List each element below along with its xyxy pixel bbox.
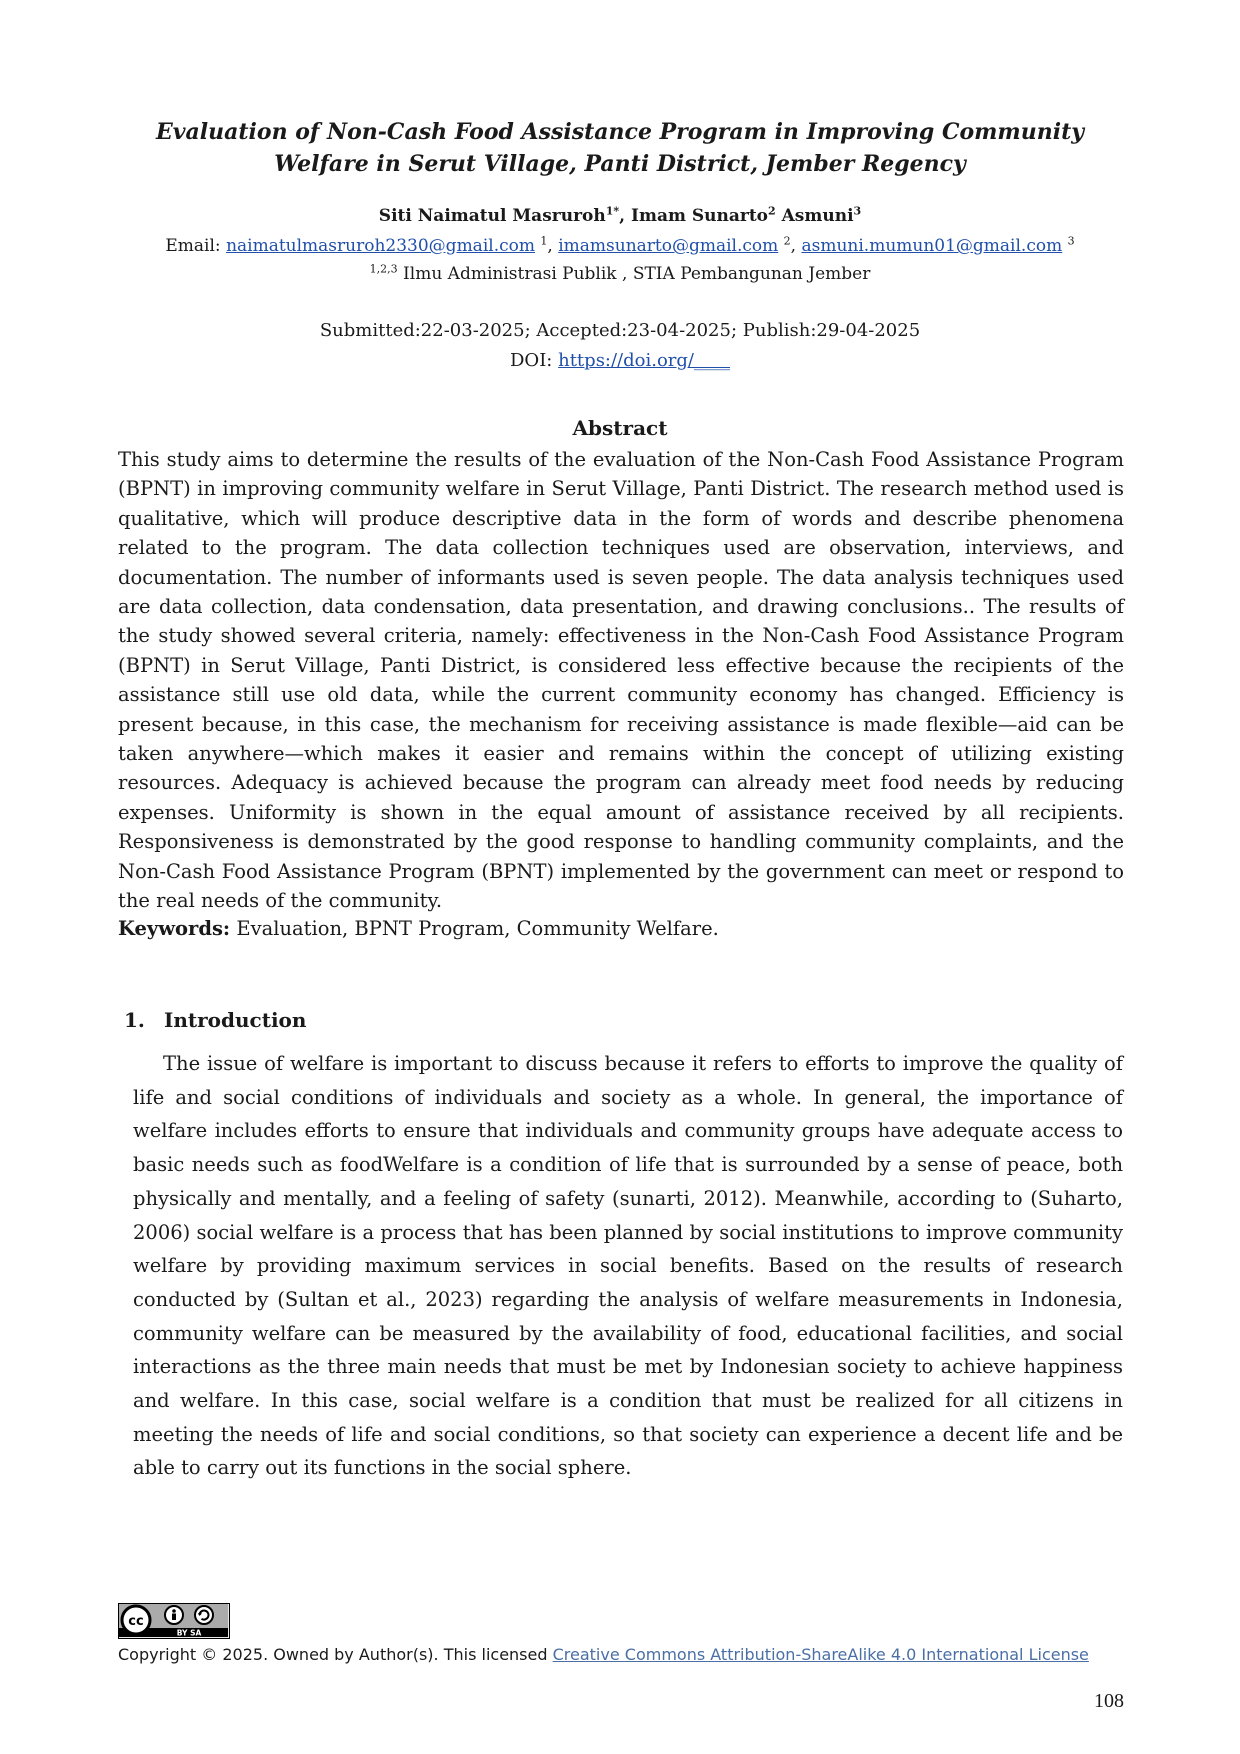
keywords-text: Evaluation, BPNT Program, Community Welfare. <box>236 917 719 940</box>
cc-by-sa-license-badge[interactable] <box>118 1603 230 1639</box>
license-link[interactable]: Creative Commons Attribution-ShareAlike 4.0 International License <box>552 1645 1089 1664</box>
email-label: Email: <box>165 236 221 256</box>
abstract-body: This study aims to determine the results of the evaluation of the Non-Cash Food Assistance Program (BPNT) in improving community welfare in Serut Village, Panti District. The research method used is qualitative, which will produce descriptive data in the form of words and describe phenomena related to the program. The data collection techniques used are observation, interviews, and documentation. The number of informants used is seven people. The data analysis techniques used are data collection, data condensation, data presentation, and drawing conclusions.. The results of the study showed several criteria, namely: effectiveness in the Non-Cash Food Assistance Program (BPNT) in Serut Village, Panti District, is considered less effective because the recipients of the assistance still use old data, while the current community economy has changed. Efficiency is present because, in this case, the mechanism for receiving assistance is made flexible—aid can be taken anywhere—which makes it easier and remains within the concept of utilizing existing resources. Adequacy is achieved because the program can already meet food needs by reducing expenses. Uniformity is shown in the equal amount of assistance received by all recipients. Responsiveness is demonstrated by the good response to handling community complaints, and the Non-Cash Food Assistance Program (BPNT) implemented by the government can meet or respond to the real needs of the community. <box>118 448 1124 913</box>
email-line: Email: naimatulmasruroh2330@gmail.com $^1$, imamsunarto@gmail.com $^2$, asmuni.mumun01@gmail.com $^3$ <box>165 234 1075 256</box>
keywords-label: Keywords: <box>118 917 231 940</box>
author-name: Imam Sunarto <box>631 206 769 226</box>
introduction-paragraph: The issue of welfare is important to discuss because it refers to efforts to improve the quality of life and social conditions of individuals and society as a whole. In general, the importance of welfare includes efforts to ensure that individuals and community groups have adequate access to basic needs such as foodWelfare is a condition of life that is surrounded by a sense of peace, both physically and mentally, and a feeling of safety (sunarti, 2012). Meanwhile, according to (Suharto, 2006) social welfare is a process that has been planned by social institutions to improve community welfare by providing maximum services in social benefits. Based on the results of research conducted by (Sultan et al., 2023) regarding the analysis of welfare measurements in Indonesia, community welfare can be measured by the availability of food, educational facilities, and social interactions as the three main needs that must be met by Indonesian society to achieve happiness and welfare. In this case, social welfare is a condition that must be realized for all citizens in meeting the needs of life and social conditions, so that society can experience a decent life and be able to carry out its functions in the social sphere. <box>133 1052 1123 1480</box>
email-link[interactable]: asmuni.mumun01@gmail.com <box>801 236 1063 256</box>
section-number: 1. <box>124 1008 145 1032</box>
author-affiliation-mark: 3 <box>853 204 862 218</box>
svg-text:cc: cc <box>128 1614 144 1629</box>
abstract-heading: Abstract <box>572 416 668 440</box>
affiliation-text: Ilmu Administrasi Publik , STIA Pembangunan Jember <box>403 264 871 284</box>
page-number: 108 <box>1094 1690 1124 1712</box>
section-title: Introduction <box>164 1008 307 1032</box>
copyright-line <box>118 1645 1089 1664</box>
copyright-text: Copyright © 2025. Owned by Author(s). This licensed <box>118 1645 548 1664</box>
cc-license-icon <box>119 1604 228 1637</box>
author-affiliation-mark: 1* <box>605 204 620 218</box>
author-list: Siti Naimatul Masruroh$^{1*}$, Imam Sunarto$^2$ Asmuni$^3$ <box>378 204 862 226</box>
paper-title: Evaluation of Non-Cash Food Assistance Program in Improving Community Welfare in Serut Village, Panti District, Jember Regency <box>155 119 1085 177</box>
email-link[interactable]: naimatulmasruroh2330@gmail.com <box>226 236 535 256</box>
author-name: Siti Naimatul Masruroh <box>378 206 606 226</box>
svg-text:BY SA: BY SA <box>176 1628 202 1637</box>
keywords <box>118 915 1124 943</box>
email-link[interactable]: imamsunarto@gmail.com <box>558 236 779 256</box>
doi-link[interactable]: https://doi.org/____ <box>558 350 730 371</box>
doi-line <box>130 350 1110 371</box>
publication-dates: Submitted:22-03-2025; Accepted:23-04-2025; Publish:29-04-2025 <box>319 320 921 341</box>
section-heading <box>124 1008 306 1032</box>
email-affiliation-mark: 2 <box>783 234 791 248</box>
affiliation <box>130 264 1110 284</box>
affiliation-mark: 1,2,3 <box>369 262 398 276</box>
author-name: Asmuni <box>781 206 854 226</box>
doi-label: DOI: <box>510 350 553 371</box>
author-affiliation-mark: 2 <box>768 204 776 218</box>
email-affiliation-mark: 1 <box>540 234 548 248</box>
email-affiliation-mark: 3 <box>1067 234 1075 248</box>
